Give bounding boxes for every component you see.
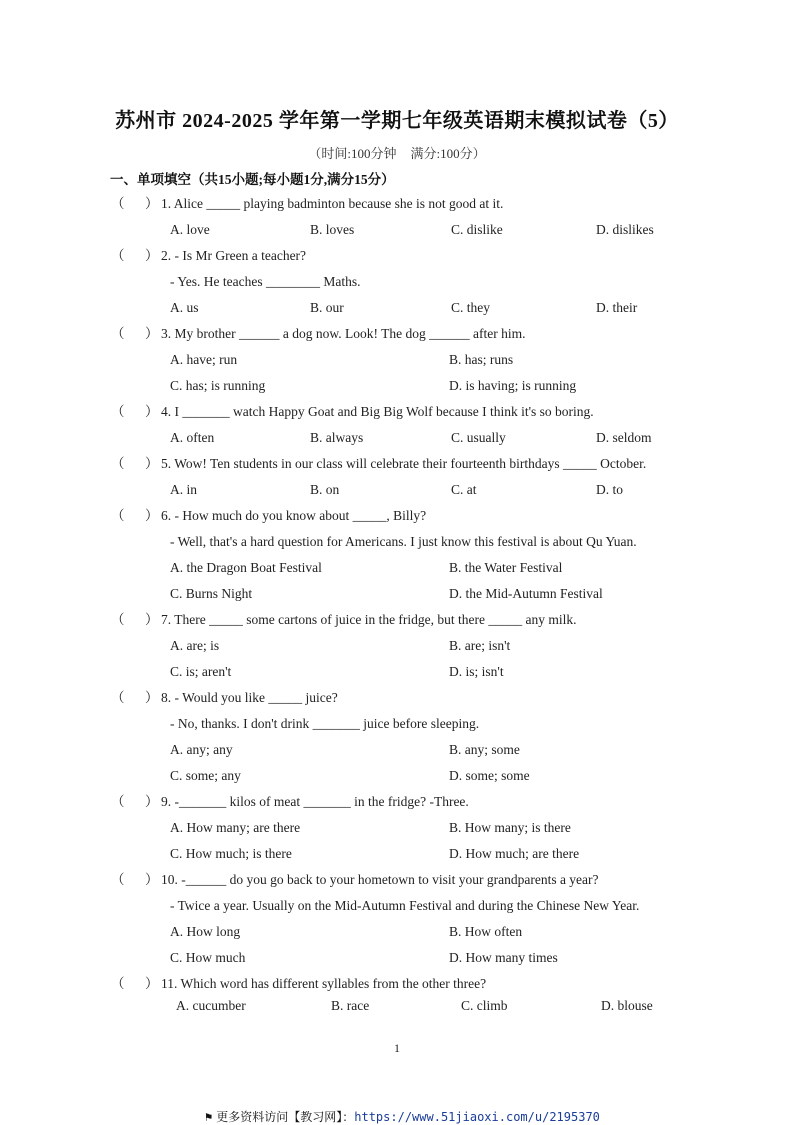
question-stem: - Well, that's a hard question for Americans. I just know this festival is about Qu Yuan. [170,534,637,549]
option-d[interactable]: D. to [596,482,623,497]
option-a[interactable]: A. often [170,430,215,445]
question-stem: - Yes. He teaches ________ Maths. [170,274,361,289]
option-c[interactable]: C. has; is running [170,378,266,393]
question-stem: 1. Alice _____ playing badminton because she is not good at it. [161,196,504,211]
answer-blank-right-paren: ） [145,508,159,523]
option-c[interactable]: C. climb [461,998,508,1013]
answer-blank-left-paren[interactable]: （ [111,326,125,341]
option-d[interactable]: D. the Mid-Autumn Festival [449,586,603,601]
option-c[interactable]: C. is; aren't [170,664,232,679]
option-c[interactable]: C. they [451,300,490,315]
answer-blank-right-paren: ） [145,456,159,471]
answer-blank-left-paren[interactable]: （ [111,196,125,211]
option-a[interactable]: A. us [170,300,199,315]
option-a[interactable]: A. cucumber [176,998,246,1013]
answer-blank-left-paren[interactable]: （ [111,612,125,627]
question-stem: - No, thanks. I don't drink _______ juice before sleeping. [170,716,480,731]
option-a[interactable]: A. love [170,222,210,237]
question-stem: 9. -_______ kilos of meat _______ in the fridge? -Three. [161,794,469,809]
answer-blank-right-paren: ） [145,612,159,627]
answer-blank-right-paren: ） [145,690,159,705]
option-d[interactable]: D. seldom [596,430,652,445]
page-title: 苏州市 2024-2025 学年第一学期七年级英语期末模拟试卷（5） [115,110,679,132]
option-c[interactable]: C. at [451,482,477,497]
option-d[interactable]: D. is having; is running [449,378,577,393]
option-b[interactable]: B. any; some [449,742,520,757]
option-a[interactable]: A. the Dragon Boat Festival [170,560,322,575]
section-heading: 一、单项填空（共15小题;每小题1分,满分15分） [110,172,395,187]
answer-blank-right-paren: ） [145,196,159,211]
option-b[interactable]: B. are; isn't [449,638,511,653]
footer-text: 更多资料访问【教习网】： [216,1110,355,1124]
question-stem: 3. My brother ______ a dog now. Look! The dog ______ after him. [161,326,526,341]
option-b[interactable]: B. our [310,300,344,315]
option-a[interactable]: A. have; run [170,352,238,367]
option-b[interactable]: B. the Water Festival [449,560,563,575]
answer-blank-left-paren[interactable]: （ [111,508,125,523]
option-d[interactable]: D. blouse [601,998,653,1013]
full-score: 满分:100分） [410,146,486,161]
exam-info [0,143,794,162]
option-d[interactable]: D. is; isn't [449,664,504,679]
answer-blank-left-paren[interactable]: （ [111,456,125,471]
answer-blank-left-paren[interactable]: （ [111,794,125,809]
question-stem: 5. Wow! Ten students in our class will celebrate their fourteenth birthdays _____ October. [161,456,647,471]
option-c[interactable]: C. usually [451,430,506,445]
option-d[interactable]: D. some; some [449,768,530,783]
option-d[interactable]: D. How many times [449,950,558,965]
option-b[interactable]: B. loves [310,222,355,237]
question-stem: - Twice a year. Usually on the Mid-Autumn Festival and during the Chinese New Year. [170,898,640,913]
question-stem: 11. Which word has different syllables from the other three? [161,976,487,991]
option-d[interactable]: D. dislikes [596,222,654,237]
question-stem: 6. - How much do you know about _____, Billy? [161,508,427,523]
answer-blank-left-paren[interactable]: （ [111,872,125,887]
answer-blank-right-paren: ） [145,248,159,263]
option-c[interactable]: C. How much; is there [170,846,292,861]
flag-icon: ⚑ [205,1110,213,1124]
option-c[interactable]: C. Burns Night [170,586,253,601]
option-c[interactable]: C. How much [170,950,246,965]
answer-blank-right-paren: ） [145,794,159,809]
question-stem: 10. -______ do you go back to your hometown to visit your grandparents a year? [161,872,599,887]
option-b[interactable]: B. race [331,998,370,1013]
option-b[interactable]: B. always [310,430,364,445]
question-stem: 7. There _____ some cartons of juice in the fridge, but there _____ any milk. [161,612,577,627]
option-c[interactable]: C. some; any [170,768,241,783]
answer-blank-left-paren[interactable]: （ [111,248,125,263]
option-a[interactable]: A. are; is [170,638,220,653]
question-stem: 2. - Is Mr Green a teacher? [161,248,307,263]
answer-blank-left-paren[interactable]: （ [111,690,125,705]
option-a[interactable]: A. How many; are there [170,820,301,835]
option-c[interactable]: C. dislike [451,222,503,237]
answer-blank-right-paren: ） [145,872,159,887]
footer-link[interactable] [205,1108,600,1125]
option-a[interactable]: A. How long [170,924,241,939]
option-a[interactable]: A. any; any [170,742,233,757]
option-b[interactable]: B. How often [449,924,523,939]
question-stem: 8. - Would you like _____ juice? [161,690,338,705]
option-b[interactable]: B. on [310,482,340,497]
option-d[interactable]: D. their [596,300,638,315]
option-a[interactable]: A. in [170,482,197,497]
answer-blank-right-paren: ） [145,404,159,419]
option-b[interactable]: B. has; runs [449,352,514,367]
question-stem: 4. I _______ watch Happy Goat and Big Big Wolf because I think it's so boring. [161,404,594,419]
answer-blank-left-paren[interactable]: （ [111,976,125,991]
answer-blank-right-paren: ） [145,976,159,991]
page-number: 1 [394,1041,400,1055]
answer-blank-right-paren: ） [145,326,159,341]
answer-blank-left-paren[interactable]: （ [111,404,125,419]
option-b[interactable]: B. How many; is there [449,820,571,835]
option-d[interactable]: D. How much; are there [449,846,580,861]
footer-url[interactable]: https://www.51jiaoxi.com/u/2195370 [354,1110,600,1124]
time-limit: （时间:100分钟 [308,146,397,161]
